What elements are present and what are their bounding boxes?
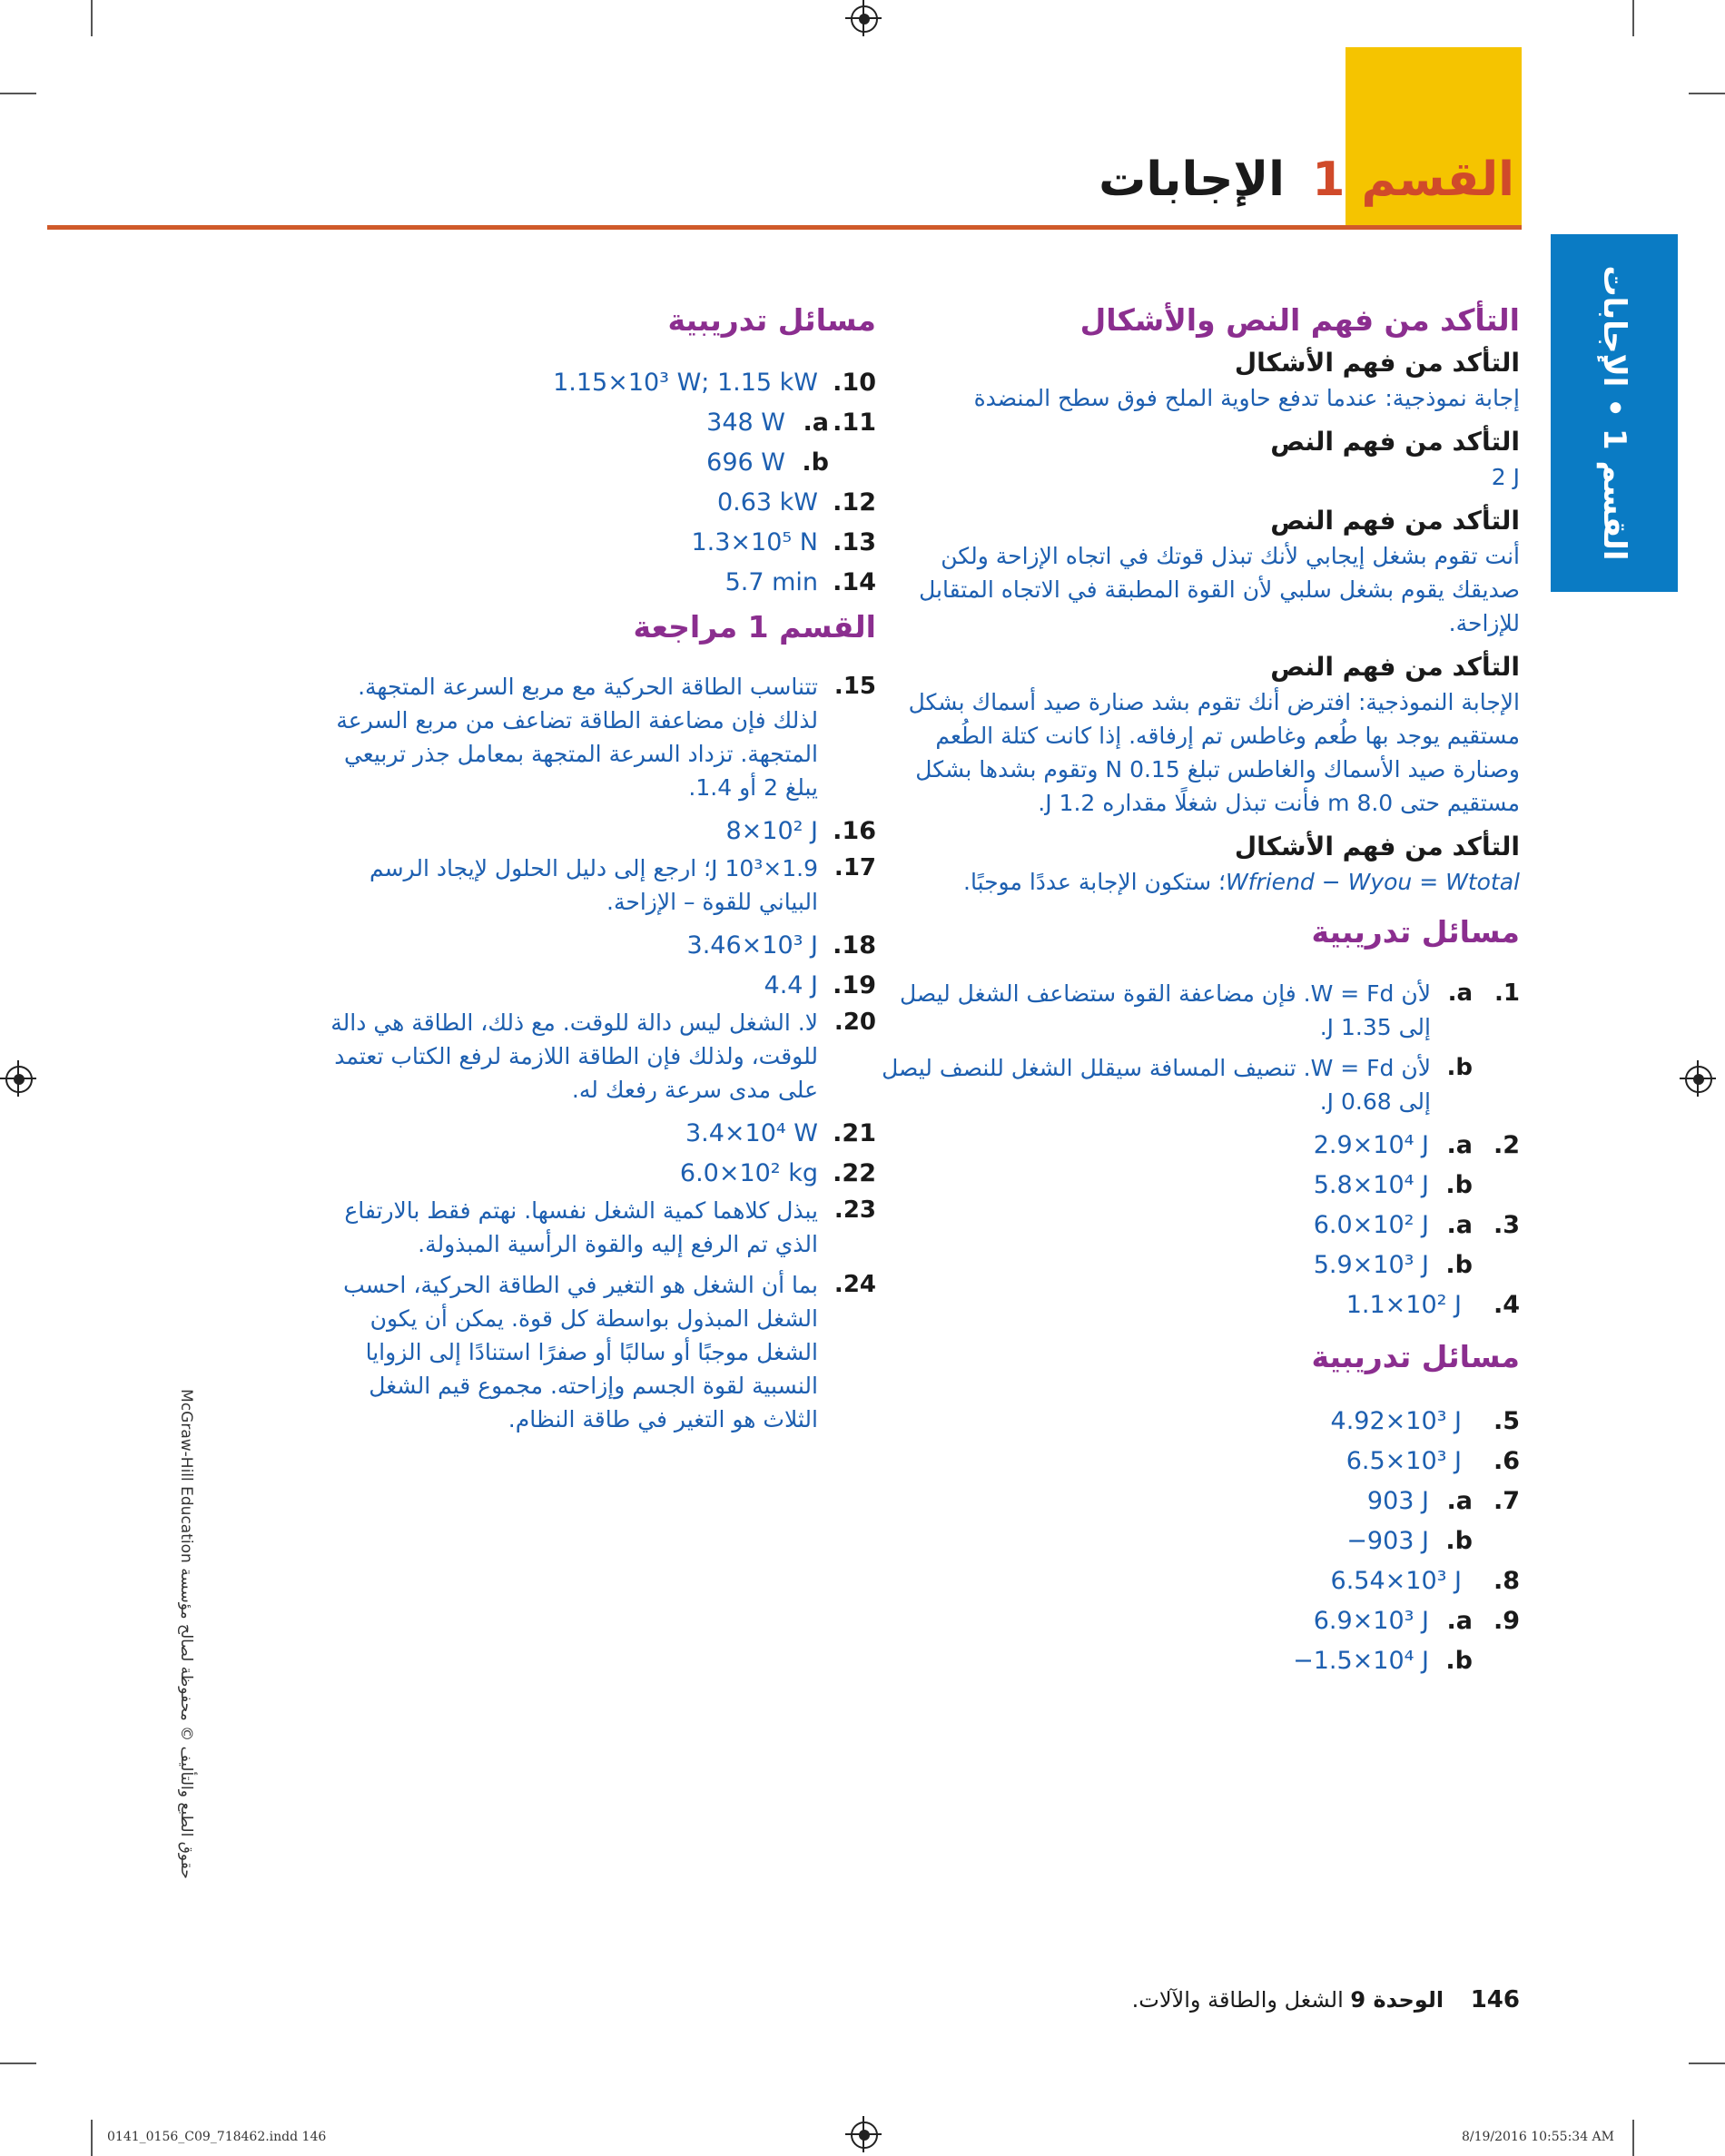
check-answer <box>866 865 1520 899</box>
crop-mark <box>0 93 36 94</box>
answer-row: 4. 1.1×10² J <box>1346 1291 1520 1319</box>
answer-row: 1. a. لأن W = Fd. فإن مضاعفة القوة ستضاعف الشغل ليصل إلى 1.35 J. <box>899 980 1520 1040</box>
answer-row: b. 696 W <box>706 448 829 477</box>
answer-row: b. لأن W = Fd. تنصيف المسافة سيقلل الشغل للنصف ليصل إلى 0.68 J. <box>882 1054 1473 1115</box>
check-title: التأكد من فهم الأشكال <box>1234 832 1520 861</box>
check-block <box>866 829 1520 899</box>
check-answer: إجابة نموذجية: عندما تدفع حاوية الملح فوق سطح المنضدة <box>973 385 1520 411</box>
practice-heading: مسائل تدريبية <box>667 302 876 338</box>
crop-mark <box>1632 2120 1634 2156</box>
answer-row: 13. 1.3×10⁵ N <box>691 528 876 556</box>
answer-row: 23. يبذل كلاهما كمية الشغل نفسها. نهتم فقط بالارتفاع الذي تم الرفع إليه والقوة الرأسية المبذولة. <box>344 1196 876 1257</box>
unit-title: الشغل والطاقة والآلات. <box>1131 1987 1344 2013</box>
answer-row: 14. 5.7 min <box>724 568 876 596</box>
answer-row: 10. 1.15×10³ W; 1.15 kW <box>553 369 876 397</box>
page-footer <box>1132 1986 1520 2013</box>
answer-row: 19. 4.4 J <box>764 971 876 999</box>
answer-row: 2. a. 2.9×10⁴ J <box>1313 1131 1520 1159</box>
answer-row: 16. 8×10² J <box>725 817 876 845</box>
crop-mark <box>91 0 93 36</box>
answer-row: 8. 6.54×10³ J <box>1330 1567 1520 1595</box>
answer-row: 15. تتناسب الطاقة الحركية مع مربع السرعة المتجهة. لذلك فإن مضاعفة الطاقة تضاعف من مربع السرعة المتجهة. تزداد السرعة المتجهة بمعامل جذر تربيعي يبلغ 2 أو 1.4. <box>336 673 876 801</box>
practice-heading: مسائل تدريبية <box>1311 1339 1520 1374</box>
side-tab-label: القسم 1 • الإجابات <box>1596 265 1632 561</box>
answer-row: 5. 4.92×10³ J <box>1330 1407 1520 1435</box>
answer-row: 22. 6.0×10² kg <box>679 1159 876 1187</box>
answer-row: b. 5.9×10³ J <box>1313 1251 1473 1279</box>
crop-mark <box>1689 93 1725 94</box>
answer-row: 11. a. 348 W <box>706 409 876 437</box>
answer-row: 17. 1.9×10³ J؛ ارجع إلى دليل الحلول لإيجاد الرسم البياني للقوة – الإزاحة. <box>369 854 876 915</box>
answers-column-right <box>866 300 1520 1681</box>
check-answer: أنت تقوم بشغل إيجابي لأنك تبذل قوتك في اتجاه الإزاحة ولكن صديقك يقوم بشغل سلبي لأن القوة المطبقة في الاتجاه المتقابل للإزاحة. <box>919 543 1520 636</box>
answer-row: 9. a. 6.9×10³ J <box>1313 1607 1520 1635</box>
check-answer: الإجابة النموذجية: افترض أنك تقوم بشد صنارة صيد أسماك بشكل مستقيم يوجد بها طُعم وغاطس تم إرفاقه. إذا كانت كتلة الطُعم وصنارة صيد الأسماك والغاطس تبلغ 0.15 N وتقوم بشدها بشكل مستقيم حتى 8.0 m فأنت تبذل شغلًا مقداره 1.2 J. <box>908 689 1520 816</box>
answer-row: 24. بما أن الشغل هو التغير في الطاقة الحركية، احسب الشغل المبذول بواسطة كل قوة. يمكن أن يكون الشغل موجبًا أو سالبًا أو صفرًا استنادًا إلى الزوايا النسبية لقوة الجسم وإزاحته. مجموع قيم الشغل الثلاث هو التغير في طاقة النظام. <box>343 1271 876 1432</box>
section-heading: التأكد من فهم النص والأشكال <box>1079 302 1520 338</box>
page-number: 146 <box>1470 1986 1520 2013</box>
copyright-notice: حقوق الطبع والتأليف © محفوظة لصالح مؤسسة McGraw-Hill Education <box>177 1389 195 1879</box>
registration-mark-icon <box>851 5 878 33</box>
check-title: التأكد من فهم الأشكال <box>1234 348 1520 378</box>
registration-mark-icon <box>851 2122 878 2149</box>
file-slug: 0141_0156_C09_718462.indd 146 <box>107 2130 327 2144</box>
page-title: الإجابات <box>1099 153 1285 207</box>
answer-row: 18. 3.46×10³ J <box>686 931 876 960</box>
answer-row: 21. 3.4×10⁴ W <box>685 1119 876 1147</box>
crop-mark <box>91 2120 93 2156</box>
registration-mark-icon <box>5 1066 33 1093</box>
check-block <box>866 503 1520 640</box>
unit-label: الوحدة 9 <box>1350 1987 1444 2013</box>
check-block <box>866 345 1520 415</box>
check-title: التأكد من فهم النص <box>1270 506 1520 536</box>
check-title: التأكد من فهم النص <box>1270 652 1520 682</box>
crop-mark <box>0 2062 36 2064</box>
answer-row: b. −1.5×10⁴ J <box>1293 1647 1473 1675</box>
answers-column-left <box>313 300 876 1443</box>
answer-row: 6. 6.5×10³ J <box>1346 1447 1520 1475</box>
side-tab <box>1551 234 1678 592</box>
check-block <box>866 649 1520 820</box>
title-rule <box>47 225 1522 230</box>
answer-row: 12. 0.63 kW <box>716 488 876 517</box>
answer-row: 3. a. 6.0×10² J <box>1313 1211 1520 1239</box>
date-slug: 8/19/2016 10:55:34 AM <box>1461 2130 1614 2144</box>
section-label: القسم 1 <box>1312 153 1514 207</box>
work-formula: Wfriend − Wyou = Wtotal <box>1225 869 1520 895</box>
answer-row: b. −903 J <box>1346 1527 1473 1555</box>
registration-mark-icon <box>1685 1066 1712 1093</box>
check-block <box>866 424 1520 494</box>
answer-row: b. 5.8×10⁴ J <box>1313 1171 1473 1199</box>
check-title: التأكد من فهم النص <box>1270 427 1520 457</box>
check-answer-text: ؛ ستكون الإجابة عددًا موجبًا. <box>963 869 1226 895</box>
crop-mark <box>1632 0 1634 36</box>
answer-row: 7. a. 903 J <box>1366 1487 1520 1515</box>
practice-heading: مسائل تدريبية <box>1311 914 1520 950</box>
answer-row: 20. لا. الشغل ليس دالة للوقت. مع ذلك، الطاقة هي دالة للوقت، ولذلك فإن الطاقة اللازمة لرفع الكتاب تعتمد على مدى سرعة رفعك له. <box>330 1009 876 1103</box>
check-answer: 2 J <box>1491 464 1520 490</box>
review-heading: القسم 1 مراجعة <box>633 609 876 645</box>
crop-mark <box>1689 2062 1725 2064</box>
